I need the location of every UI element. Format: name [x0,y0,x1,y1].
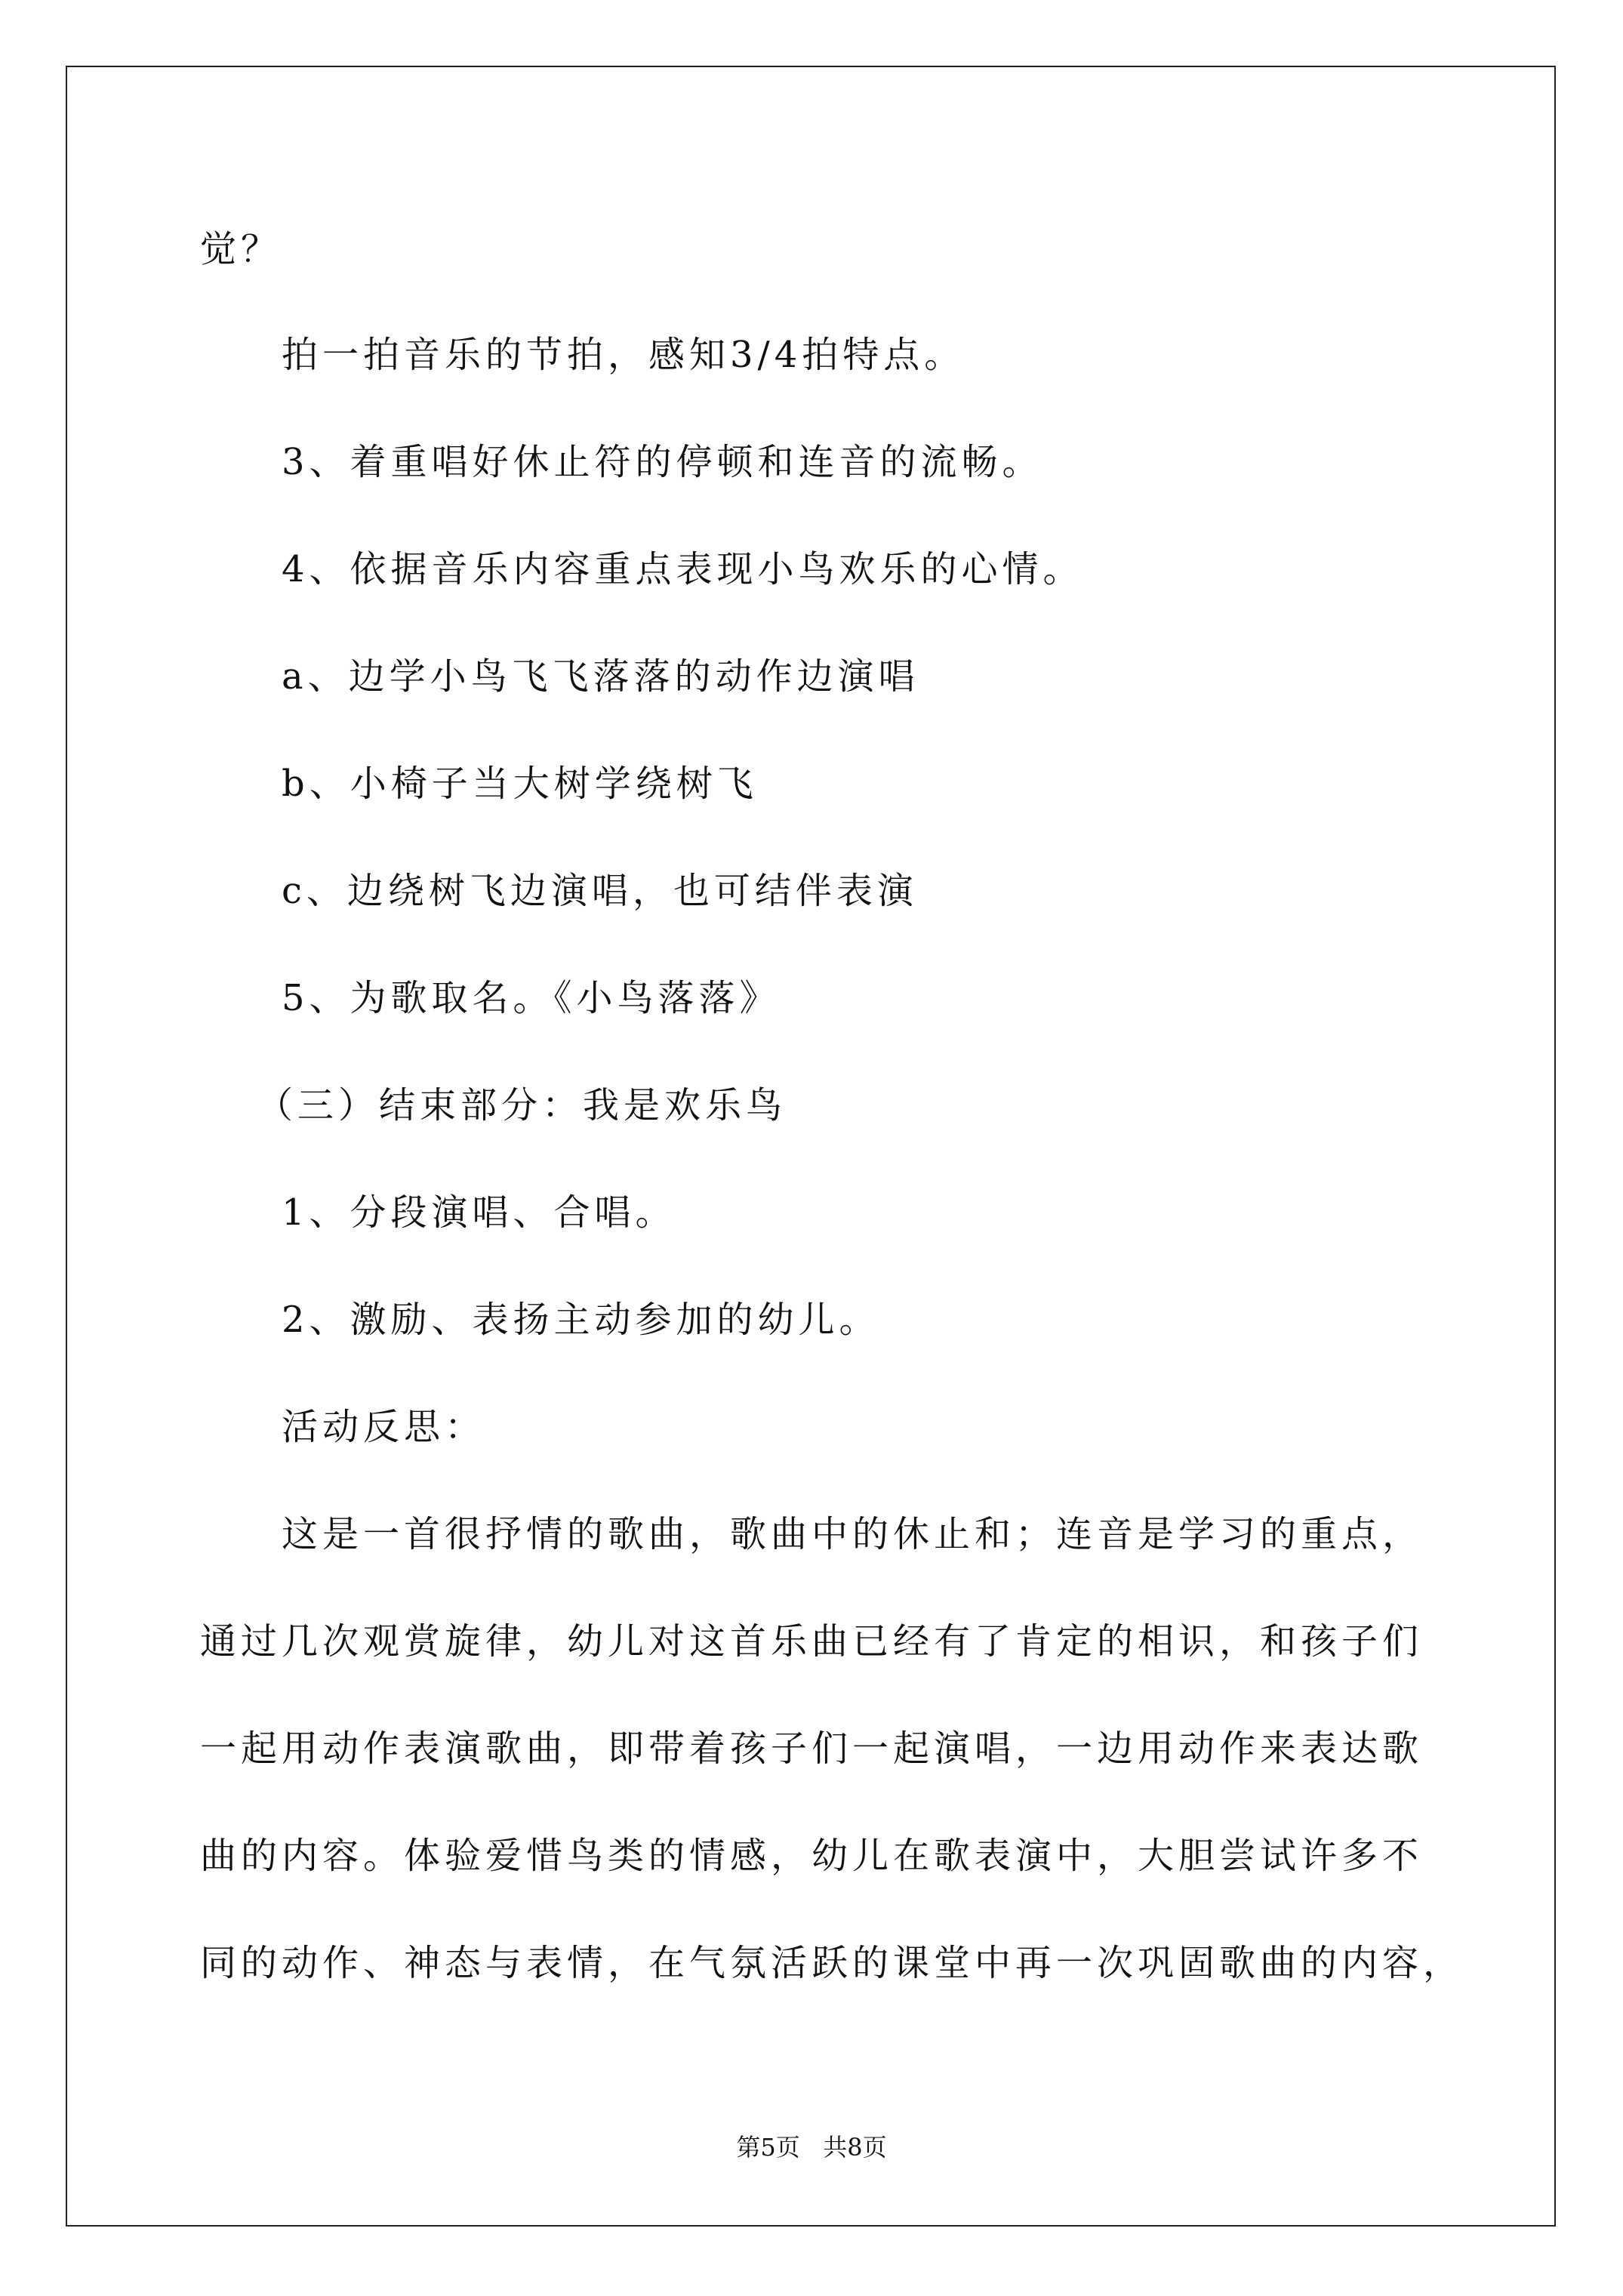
reflection-heading: 活动反思： [282,1406,486,1448]
paragraph-line-3: 一起用动作表演歌曲，即带着孩子们一起演唱，一边用动作来表达歌 [200,1727,1424,1770]
section-heading: （三）结束部分：我是欢乐鸟 [257,1084,787,1126]
text-line-4: 4、依据音乐内容重点表现小鸟欢乐的心情。 [282,548,1084,590]
text-line-10: 1、分段演唱、合唱。 [282,1191,676,1234]
paragraph-line-1: 这是一首很抒情的歌曲，歌曲中的休止和；连音是学习的重点， [282,1513,1424,1555]
text-line-5: a、边学小鸟飞飞落落的动作边演唱 [282,655,919,698]
paragraph-line-5: 同的动作、神态与表情，在气氛活跃的课堂中再一次巩固歌曲的内容， [200,1942,1464,1984]
text-line-2: 拍一拍音乐的节拍，感知3/4拍特点。 [282,334,965,376]
text-line-1: 觉？ [200,228,282,270]
text-line-7: c、边绕树飞边演唱，也可结伴表演 [282,870,918,912]
text-line-11: 2、激励、表扬主动参加的幼儿。 [282,1299,880,1341]
text-line-3: 3、着重唱好休止符的停顿和连音的流畅。 [282,441,1043,483]
page-border [66,66,1556,2227]
text-line-8: 5、为歌取名。《小鸟落落》 [282,977,781,1019]
page-number-footer: 第5页 共8页 [736,2133,887,2162]
text-line-6: b、小椅子当大树学绕树飞 [282,763,758,805]
paragraph-line-2: 通过几次观赏旋律，幼儿对这首乐曲已经有了肯定的相识，和孩子们 [200,1620,1424,1663]
paragraph-line-4: 曲的内容。体验爱惜鸟类的情感，幼儿在歌表演中，大胆尝试许多不 [200,1835,1424,1877]
